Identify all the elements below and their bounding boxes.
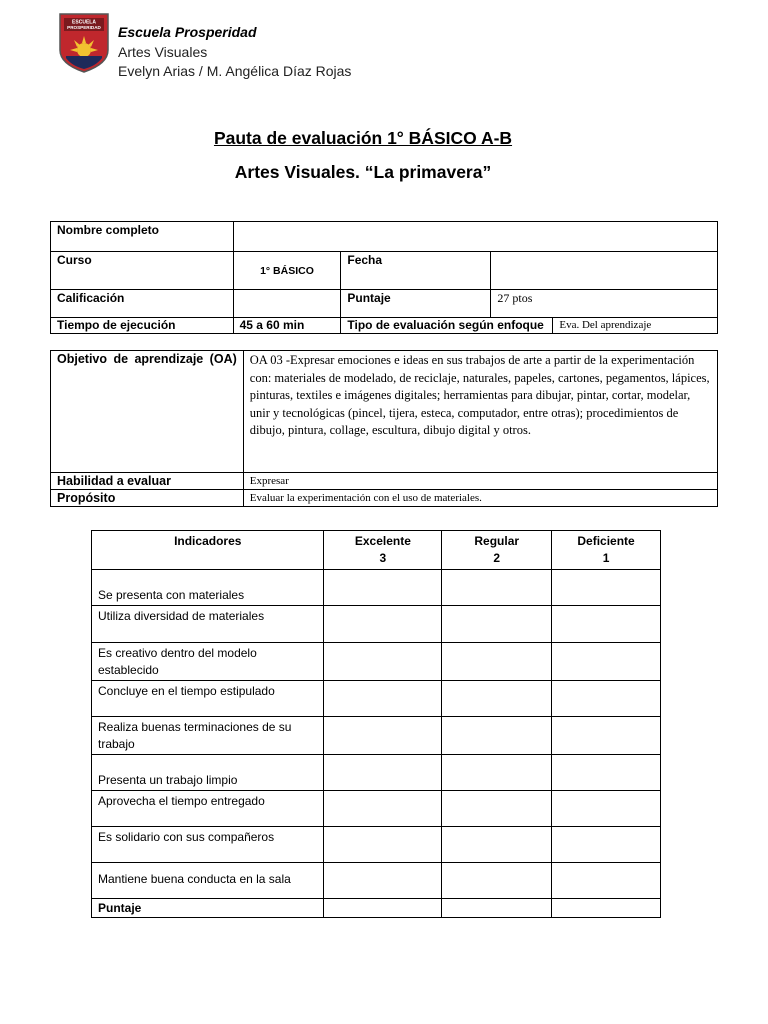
score-cell[interactable] — [552, 755, 661, 791]
header-deficiente-points: 1 — [602, 551, 610, 565]
header-deficiente-label: Deficiente — [577, 534, 635, 548]
indicator-label: Concluye en el tiempo estipulado — [92, 681, 324, 717]
fecha-field[interactable] — [491, 252, 718, 290]
score-cell[interactable] — [324, 717, 442, 755]
school-name: Escuela Prosperidad — [118, 24, 257, 40]
table-row — [92, 643, 661, 681]
curso-value: 1° BÁSICO — [233, 252, 341, 290]
score-cell[interactable] — [442, 570, 552, 606]
table-row — [92, 791, 661, 827]
nombre-label: Nombre completo — [51, 222, 234, 252]
table-row — [92, 863, 661, 899]
score-cell[interactable] — [442, 606, 552, 643]
rubric-table — [91, 530, 661, 918]
table-row — [92, 717, 661, 755]
document-subtitle: Artes Visuales. “La primavera” — [234, 162, 492, 182]
table-row — [92, 570, 661, 606]
score-cell[interactable] — [442, 827, 552, 863]
score-cell[interactable] — [552, 643, 661, 681]
score-cell[interactable] — [324, 570, 442, 606]
score-cell[interactable] — [324, 863, 442, 899]
subject-name: Artes Visuales — [118, 44, 208, 60]
school-logo — [58, 12, 110, 74]
header-excelente-label: Excelente — [354, 534, 411, 548]
header-regular — [442, 531, 552, 570]
score-cell[interactable] — [324, 827, 442, 863]
header-excelente — [324, 531, 442, 570]
table-row — [92, 827, 661, 863]
proposito-value: Evaluar la experimentación con el uso de materiales. — [243, 490, 717, 507]
indicator-label: Es solidario con sus compañeros — [92, 827, 324, 863]
objective-table — [50, 350, 718, 507]
score-cell[interactable] — [442, 863, 552, 899]
score-cell[interactable] — [324, 755, 442, 791]
score-cell[interactable] — [442, 717, 552, 755]
teachers-names: Evelyn Arias / M. Angélica Díaz Rojas — [118, 63, 352, 79]
curso-label: Curso — [51, 252, 234, 290]
indicator-label: Presenta un trabajo limpio — [92, 755, 324, 791]
oa-label: Objetivo de aprendizaje (OA) — [51, 351, 244, 473]
score-cell[interactable] — [552, 899, 661, 918]
tipo-evaluacion-label: Tipo de evaluación según enfoque — [341, 318, 553, 334]
score-cell[interactable] — [552, 717, 661, 755]
score-cell[interactable] — [442, 791, 552, 827]
header-indicadores: Indicadores — [92, 531, 324, 570]
score-cell[interactable] — [552, 863, 661, 899]
calificacion-label: Calificación — [51, 290, 234, 318]
tiempo-value: 45 a 60 min — [233, 318, 341, 334]
indicator-label: Mantiene buena conducta en la sala — [92, 863, 324, 899]
tipo-evaluacion-value: Eva. Del aprendizaje — [553, 318, 718, 334]
tiempo-label: Tiempo de ejecución — [51, 318, 234, 334]
table-row — [92, 681, 661, 717]
score-cell[interactable] — [442, 681, 552, 717]
score-cell[interactable] — [552, 681, 661, 717]
score-cell[interactable] — [552, 791, 661, 827]
table-row — [92, 606, 661, 643]
score-cell[interactable] — [552, 827, 661, 863]
puntaje-total-label: Puntaje — [92, 899, 324, 918]
svg-text:PROSPERIDAD: PROSPERIDAD — [67, 25, 101, 30]
calificacion-field[interactable] — [233, 290, 341, 318]
proposito-label: Propósito — [51, 490, 244, 507]
score-cell[interactable] — [324, 681, 442, 717]
header-deficiente — [552, 531, 661, 570]
header-excelente-points: 3 — [379, 551, 387, 565]
nombre-field[interactable] — [233, 222, 717, 252]
student-info-table — [50, 221, 718, 334]
puntaje-label: Puntaje — [341, 290, 491, 318]
score-cell[interactable] — [324, 606, 442, 643]
score-cell[interactable] — [324, 643, 442, 681]
oa-text: OA 03 -Expresar emociones e ideas en sus trabajos de arte a partir de la experimentación con: materiales de modelado, de reciclaje, naturales, papeles, cartones, pegamentos, lápices, pinturas, textiles e imágenes digitales; herramientas para dibujar, pintar, cortar, modelar, unir y tecnológicas (pincel, tijera, esteca, computador, entre otras); procedimientos de dibujo, pintura, collage, escultura, dibujo digital y otros. — [243, 351, 717, 473]
table-row — [92, 755, 661, 791]
puntaje-value: 27 ptos — [491, 290, 718, 318]
document-title: Pauta de evaluación 1° BÁSICO A-B — [213, 128, 513, 148]
indicator-label: Utiliza diversidad de materiales — [92, 606, 324, 643]
score-cell[interactable] — [324, 899, 442, 918]
score-cell[interactable] — [442, 643, 552, 681]
score-cell[interactable] — [552, 570, 661, 606]
table-row — [92, 899, 661, 918]
score-cell[interactable] — [442, 755, 552, 791]
fecha-label: Fecha — [341, 252, 491, 290]
header-regular-points: 2 — [493, 551, 501, 565]
score-cell[interactable] — [442, 899, 552, 918]
indicator-label: Se presenta con materiales — [92, 570, 324, 606]
score-cell[interactable] — [552, 606, 661, 643]
svg-text:ESCUELA: ESCUELA — [72, 19, 96, 26]
indicator-label: Realiza buenas terminaciones de su trabajo — [92, 717, 324, 755]
score-cell[interactable] — [324, 791, 442, 827]
indicator-label: Aprovecha el tiempo entregado — [92, 791, 324, 827]
habilidad-label: Habilidad a evaluar — [51, 473, 244, 490]
habilidad-value: Expresar — [243, 473, 717, 490]
header-regular-label: Regular — [474, 534, 520, 548]
indicator-label: Es creativo dentro del modelo establecido — [92, 643, 324, 681]
